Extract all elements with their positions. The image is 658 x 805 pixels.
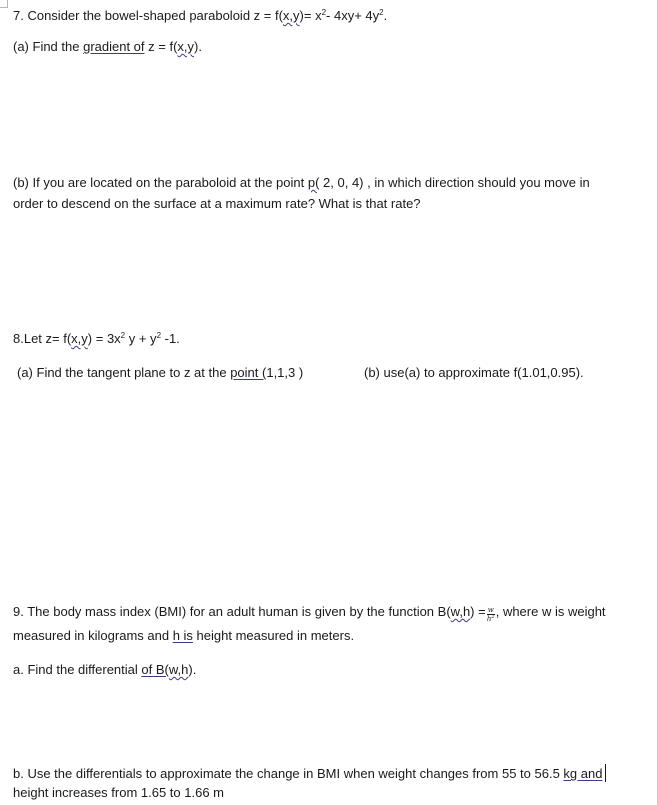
text-cursor: [605, 764, 606, 782]
page-corner-mark: [0, 0, 8, 8]
q7-part-b-line2: order to descend on the surface at a maximum rate? What is that rate?: [13, 196, 421, 211]
q9-intro-line2: measured in kilograms and h is height measured in meters.: [13, 628, 355, 643]
q7-intro: 7. Consider the bowel-shaped paraboloid $z = f(x,y)= x^2-$ $4xy+ 4y^2$.: [13, 8, 388, 23]
q8-intro: 8.Let $z= f(x,y) = 3x^2$ $y + y^2$ -1.: [13, 331, 180, 346]
q9-part-a: a. Find the differential of B(w,h).: [13, 662, 197, 677]
q7-part-b-line1: (b) If you are located on the paraboloid at the point p( 2, 0, 4) , in which direction should you move in: [13, 175, 590, 190]
q7-part-a: (a) Find the gradient of z = f(x,y).: [13, 39, 202, 54]
q9-intro: 9. The body mass index (BMI) for an adult human is given by the function B(w,h) = $\frac{w}{h^2}$ , where w is weight: [13, 604, 606, 623]
q9-part-b-line2: height increases from 1.65 to 1.66 m: [13, 785, 225, 800]
q8-part-a: (a) Find the tangent plane to z at the point (1,1,3 ): [17, 365, 304, 380]
q9-part-b-line1: b. Use the differentials to approximate the change in BMI when weight changes from 55 to 56.5 kg and: [13, 764, 606, 782]
q8-part-b: (b) use(a) to approximate f(1.01,0.95).: [364, 365, 584, 380]
bmi-fraction: $\frac{w}{h^2}$: [486, 606, 495, 623]
